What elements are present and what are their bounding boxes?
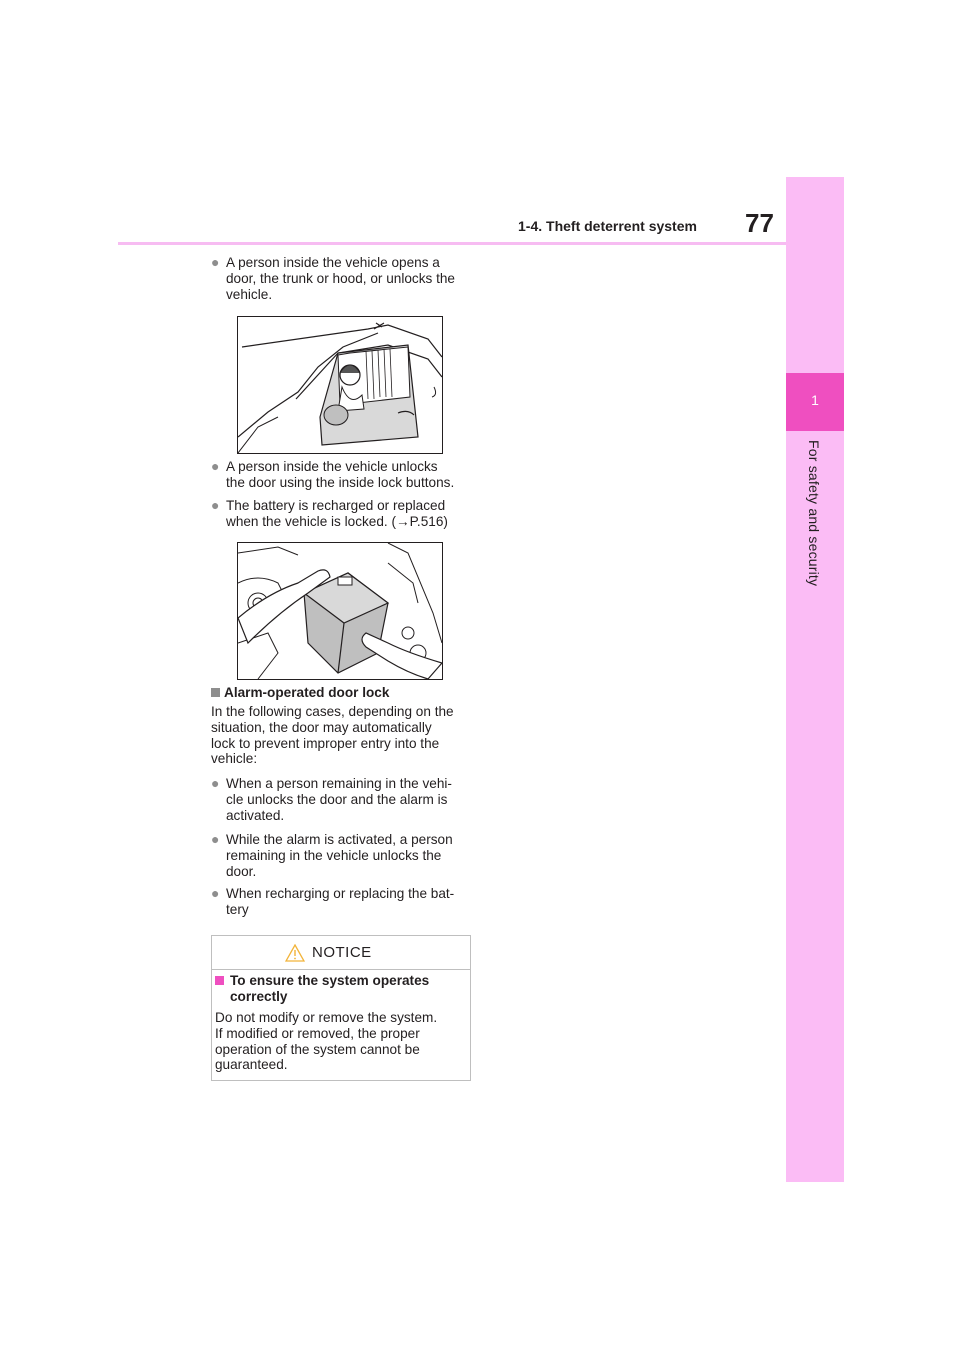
notice-body-line: operation of the system cannot be	[215, 1041, 420, 1057]
bullet-line: remaining in the vehicle unlocks the	[226, 847, 442, 863]
notice-square-icon	[215, 976, 224, 985]
bullet-dot-icon: ●	[211, 831, 220, 847]
bullet-line: When recharging or replacing the bat-	[226, 886, 455, 901]
bullet-dot-icon: ●	[211, 497, 220, 513]
bullet-line: A person inside the vehicle opens a	[226, 255, 440, 270]
bullet-line: cle unlocks the door and the alarm is	[226, 791, 448, 807]
notice-heading-line: correctly	[230, 989, 288, 1004]
notice-body-line: guaranteed.	[215, 1057, 288, 1073]
notice-body-line: If modified or removed, the proper	[215, 1025, 420, 1041]
bullet-line: When a person remaining in the vehi-	[226, 776, 452, 791]
intro-line: In the following cases, depending on the	[211, 704, 454, 719]
warning-triangle-icon	[285, 944, 305, 962]
intro-line: vehicle:	[211, 751, 258, 767]
notice-header	[212, 936, 470, 970]
bullet-line: vehicle.	[226, 286, 273, 302]
bullet-line: when the vehicle is locked. (→P.516)	[226, 513, 448, 529]
intro-line: situation, the door may automatically	[211, 719, 432, 735]
bullet-line: While the alarm is activated, a person	[226, 832, 453, 847]
bullet-item	[211, 255, 475, 302]
section-heading	[211, 685, 389, 701]
chapter-side-tab	[786, 177, 844, 1182]
section-intro	[211, 704, 473, 767]
bullet-dot-icon: ●	[211, 254, 220, 270]
bullet-line: the door using the inside lock buttons.	[226, 474, 455, 490]
notice-title: NOTICE	[312, 944, 372, 961]
person-opening-door-illustration	[237, 316, 443, 454]
battery-replacement-illustration	[237, 542, 443, 680]
bullet-dot-icon: ●	[211, 458, 220, 474]
bullet-line: door, the trunk or hood, or unlocks the	[226, 270, 455, 286]
section-title: 1-4. Theft deterrent system	[518, 218, 697, 234]
bullet-item	[211, 886, 475, 918]
bullet-line: door.	[226, 863, 257, 879]
notice-heading	[215, 973, 465, 1005]
page-number: 77	[745, 208, 774, 238]
bullet-line: The battery is recharged or replaced	[226, 498, 446, 513]
bullet-dot-icon: ●	[211, 775, 220, 791]
intro-line: lock to prevent improper entry into the	[211, 735, 440, 751]
bullet-dot-icon: ●	[211, 885, 220, 901]
car-door-drawing	[238, 317, 442, 453]
notice-body	[215, 1010, 467, 1073]
bullet-item	[211, 498, 475, 530]
heading-square-icon	[211, 688, 220, 697]
bullet-line: activated.	[226, 807, 285, 823]
bullet-item	[211, 832, 475, 879]
notice-body-line: Do not modify or remove the system.	[215, 1010, 438, 1025]
notice-heading-line: To ensure the system operates	[230, 973, 430, 988]
section-heading-text: Alarm-operated door lock	[224, 685, 390, 700]
header-rule	[118, 242, 788, 245]
bullet-line: tery	[226, 901, 249, 917]
battery-drawing	[238, 543, 442, 679]
bullet-item	[211, 776, 475, 823]
bullet-item	[211, 459, 475, 491]
bullet-line: A person inside the vehicle unlocks	[226, 459, 438, 474]
chapter-label: For safety and security	[806, 440, 822, 587]
chapter-number: 1	[811, 392, 819, 408]
notice-box	[211, 935, 471, 1081]
